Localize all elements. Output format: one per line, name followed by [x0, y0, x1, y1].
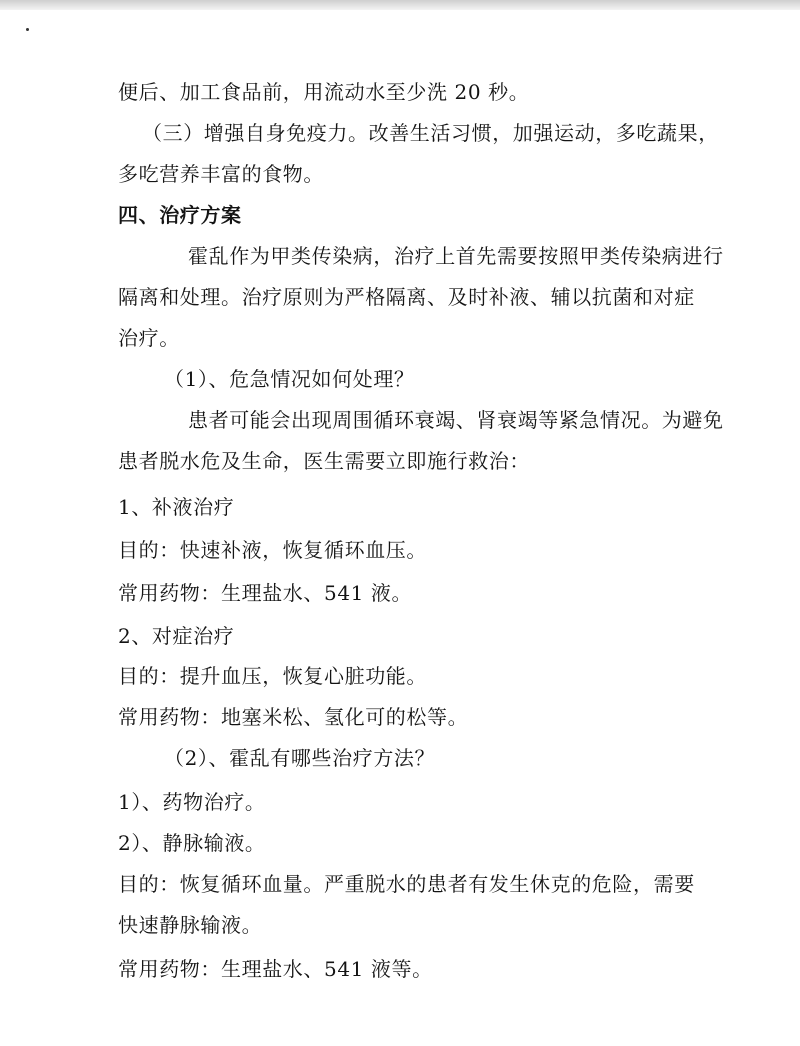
item-fluid-drugs: 常用药物：生理盐水、541 液。 [118, 581, 413, 605]
paragraph-line-1: 霍乱作为甲类传染病，治疗上首先需要按照甲类传染病进行 [188, 244, 724, 268]
item-iv-purpose-line-2: 快速静脉输液。 [118, 913, 263, 937]
item-fluid-purpose: 目的：快速补液，恢复循环血压。 [118, 538, 427, 562]
paragraph-line-2: 隔离和处理。治疗原则为严格隔离、及时补液、辅以抗菌和对症 [118, 285, 695, 309]
item-symptomatic-drugs: 常用药物：地塞米松、氢化可的松等。 [118, 705, 469, 729]
section-heading-treatment: 四、治疗方案 [118, 203, 242, 227]
subheading-methods: （2）、霍乱有哪些治疗方法？ [164, 746, 436, 770]
paragraph-emergency-line-2: 患者脱水危及生命，医生需要立即施行救治： [118, 449, 530, 473]
item-fluid-therapy: 1、补液治疗 [118, 495, 235, 519]
item-iv-purpose-line-1: 目的：恢复循环血量。严重脱水的患者有发生休克的危险，需要 [118, 872, 695, 896]
paragraph-line-3: 治疗。 [118, 326, 180, 350]
text-line-nutrition: 多吃营养丰富的食物。 [118, 162, 324, 186]
item-iv-drugs: 常用药物：生理盐水、541 液等。 [118, 957, 433, 981]
item-symptomatic-therapy: 2、对症治疗 [118, 624, 235, 648]
text-line-immunity: （三）增强自身免疫力。改善生活习惯，加强运动，多吃蔬果， [142, 121, 719, 145]
item-iv-infusion: 2）、静脉输液。 [118, 831, 266, 855]
item-drug-therapy: 1）、药物治疗。 [118, 790, 266, 814]
item-symptomatic-purpose: 目的：提升血压，恢复心脏功能。 [118, 664, 427, 688]
text-line-handwashing: 便后、加工食品前，用流动水至少洗 20 秒。 [118, 80, 530, 104]
subheading-emergency: （1）、危急情况如何处理？ [164, 367, 415, 391]
paragraph-emergency-line-1: 患者可能会出现周围循环衰竭、肾衰竭等紧急情况。为避免 [188, 408, 724, 432]
